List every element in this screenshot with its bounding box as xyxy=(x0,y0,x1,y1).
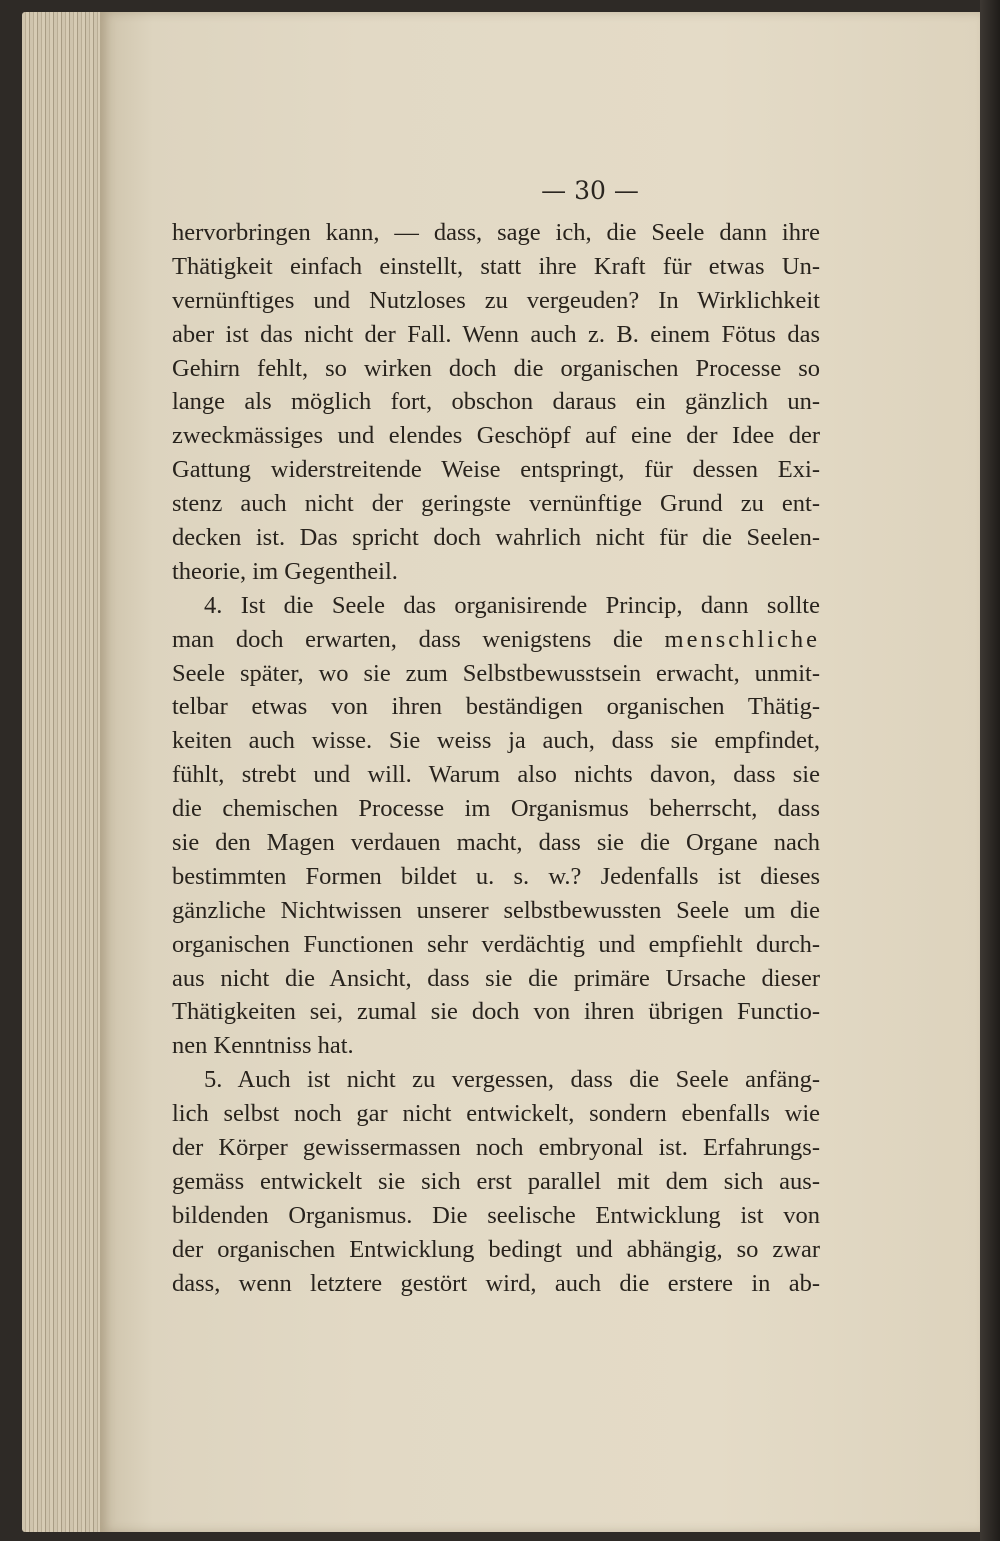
text-line: Gattung widerstreitende Weise entspringt, für dessen Exi- xyxy=(172,456,820,484)
text-line: sie den Magen verdauen macht, dass sie die Organe nach xyxy=(172,829,820,857)
text-line: die chemischen Processe im Organismus beherrscht, dass xyxy=(172,795,820,823)
body-text xyxy=(172,216,820,1301)
paragraph-4-start: 4. Ist die Seele das organisirende Princip, dann sollte xyxy=(204,591,820,619)
text-line: keiten auch wisse. Sie weiss ja auch, dass sie empfindet, xyxy=(172,727,820,755)
text-line: dass, wenn letztere gestört wird, auch die erstere in ab- xyxy=(172,1269,820,1297)
text-line: lich selbst noch gar nicht entwickelt, sondern ebenfalls wie xyxy=(172,1100,820,1128)
text-line: der Körper gewissermassen noch embryonal ist. Erfahrungs- xyxy=(172,1134,820,1162)
text-line: Thätigkeit einfach einstellt, statt ihre Kraft für etwas Un- xyxy=(172,252,820,280)
text-line: fühlt, strebt und will. Warum also nichts davon, dass sie xyxy=(172,761,820,789)
text-line: Seele später, wo sie zum Selbstbewusstsein erwacht, unmit- xyxy=(172,659,820,687)
text-line: organischen Functionen sehr verdächtig und empfiehlt durch- xyxy=(172,930,820,958)
text-line: bildenden Organismus. Die seelische Entwicklung ist von xyxy=(172,1201,820,1229)
text-line: hervorbringen kann, — dass, sage ich, die Seele dann ihre xyxy=(172,219,820,246)
text-line: aus nicht die Ansicht, dass sie die primäre Ursache dieser xyxy=(172,964,820,992)
text-line: gemäss entwickelt sie sich erst parallel mit dem sich aus- xyxy=(172,1167,820,1195)
text-fragment: man doch erwarten, dass wenigstens die xyxy=(172,625,643,653)
text-line: vernünftiges und Nutzloses zu vergeuden? In Wirklichkeit xyxy=(172,286,820,314)
text-line-with-emphasis xyxy=(172,623,820,657)
paragraph-5-start: 5. Auch ist nicht zu vergessen, dass die Seele anfäng- xyxy=(204,1066,820,1094)
text-line: Thätigkeiten sei, zumal sie doch von ihren übrigen Functio- xyxy=(172,998,820,1026)
text-line: stenz auch nicht der geringste vernünftige Grund zu ent- xyxy=(172,490,820,518)
text-line: nen Kenntniss hat. xyxy=(172,1032,354,1060)
page-number xyxy=(100,176,980,205)
scan-background-edge xyxy=(980,0,1000,1541)
page-number-text: — 30 — xyxy=(541,176,639,205)
text-line: theorie, im Gegentheil. xyxy=(172,557,398,585)
book-page-edges xyxy=(22,12,107,1532)
text-line: decken ist. Das spricht doch wahrlich nicht für die Seelen- xyxy=(172,524,820,552)
text-line: aber ist das nicht der Fall. Wenn auch z. B. einem Fötus das xyxy=(172,320,820,348)
text-line: telbar etwas von ihren beständigen organischen Thätig- xyxy=(172,693,820,721)
text-line: lange als möglich fort, obschon daraus ein gänzlich un- xyxy=(172,388,820,416)
text-line: bestimmten Formen bildet u. s. w.? Jedenfalls ist dieses xyxy=(172,862,820,890)
text-line: Gehirn fehlt, so wirken doch die organischen Processe so xyxy=(172,354,820,382)
text-line: der organischen Entwicklung bedingt und abhängig, so zwar xyxy=(172,1235,820,1263)
text-line: zweckmässiges und elendes Geschöpf auf eine der Idee der xyxy=(172,422,820,450)
text-line: gänzliche Nichtwissen unserer selbstbewussten Seele um die xyxy=(172,896,820,924)
emphasized-word: menschliche xyxy=(664,625,820,653)
